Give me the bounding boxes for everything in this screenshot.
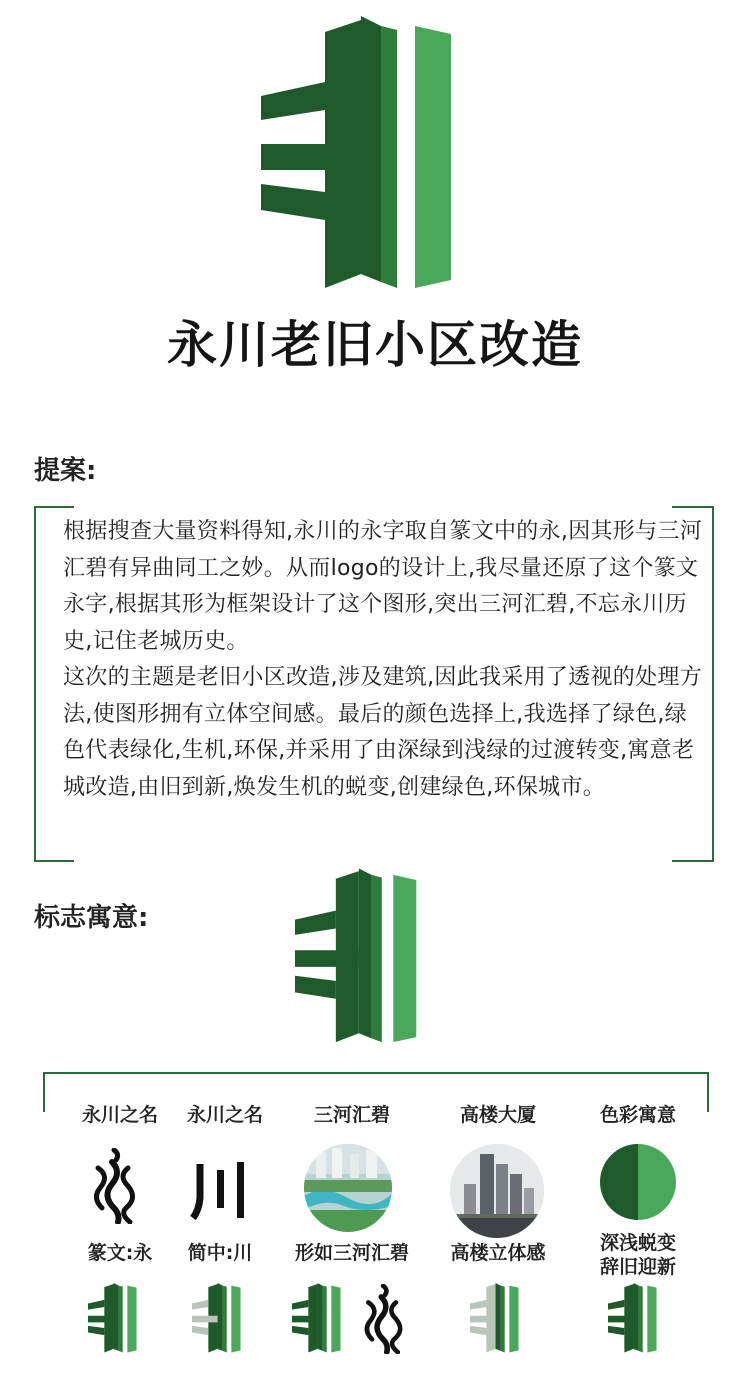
- secondary-logo: [290, 866, 420, 1046]
- mini-seal-yong-icon: [362, 1284, 406, 1354]
- proposal-body: [63, 514, 703, 806]
- mini-logo-3: [290, 1282, 342, 1354]
- column-title-5: 色彩寓意: [599, 1104, 676, 1126]
- brand-title: 永川老旧小区改造: [167, 316, 583, 374]
- river-aerial-photo: [304, 1144, 392, 1232]
- skyscraper-photo: [450, 1144, 544, 1238]
- mini-logo-4: [468, 1282, 520, 1354]
- two-tone-green-circle-icon: [598, 1142, 678, 1222]
- logo-arm-mid: [261, 144, 361, 170]
- column-caption-5: [568, 1231, 708, 1279]
- proposal-paragraph-2: 这次的主题是老旧小区改造,涉及建筑,因此我采用了透视的处理方法,使图形拥有立体空间感。最后的颜色选择上,我选择了绿色,绿色代表绿化,生机,环保,并采用了由深绿到浅绿的过渡转变,寓意老城改造,由旧到新,焕发生机的蜕变,创建绿色,环保城市。: [63, 665, 702, 800]
- column-caption-2: 简中:川: [187, 1242, 253, 1264]
- logo-bar-light: [415, 26, 451, 288]
- proposal-heading: 提案:: [34, 456, 97, 486]
- seal-yong-character-icon: [92, 1148, 138, 1224]
- logo-bar-mid: [381, 26, 397, 288]
- proposal-paragraph-1: 根据搜查大量资料得知,永川的永字取自篆文中的永,因其形与三河汇碧有异曲同工之妙。从而logo的设计上,我尽量还原了这个篆文永字,根据其形为框架设计了这个图形,突出三河汇碧,不忘永川历史,记住老城历史。: [63, 519, 702, 654]
- mini-logo-2: [190, 1282, 242, 1354]
- column-title-3: 三河汇碧: [313, 1104, 390, 1126]
- chuan-character-icon: [190, 1160, 250, 1220]
- logo-arm-low: [261, 184, 325, 220]
- meaning-heading: 标志寓意:: [34, 903, 149, 933]
- column-title-4: 高楼大厦: [459, 1104, 536, 1126]
- mini-logo-5: [606, 1282, 658, 1354]
- logo-arm-top: [261, 82, 325, 120]
- column-title-2: 永川之名: [186, 1104, 263, 1126]
- column-caption-1: 篆文:永: [87, 1242, 153, 1264]
- column-caption-3: 形如三河汇碧: [294, 1242, 409, 1264]
- column-caption-5-line-2: 辞旧迎新: [599, 1256, 676, 1278]
- column-title-1: 永川之名: [81, 1104, 158, 1126]
- logo-bar-dark: [361, 16, 381, 282]
- main-logo: [255, 12, 455, 294]
- column-caption-5-line-1: 深浅蜕变: [599, 1232, 676, 1254]
- mini-logo-1: [86, 1282, 138, 1354]
- column-caption-4: 高楼立体感: [450, 1242, 546, 1264]
